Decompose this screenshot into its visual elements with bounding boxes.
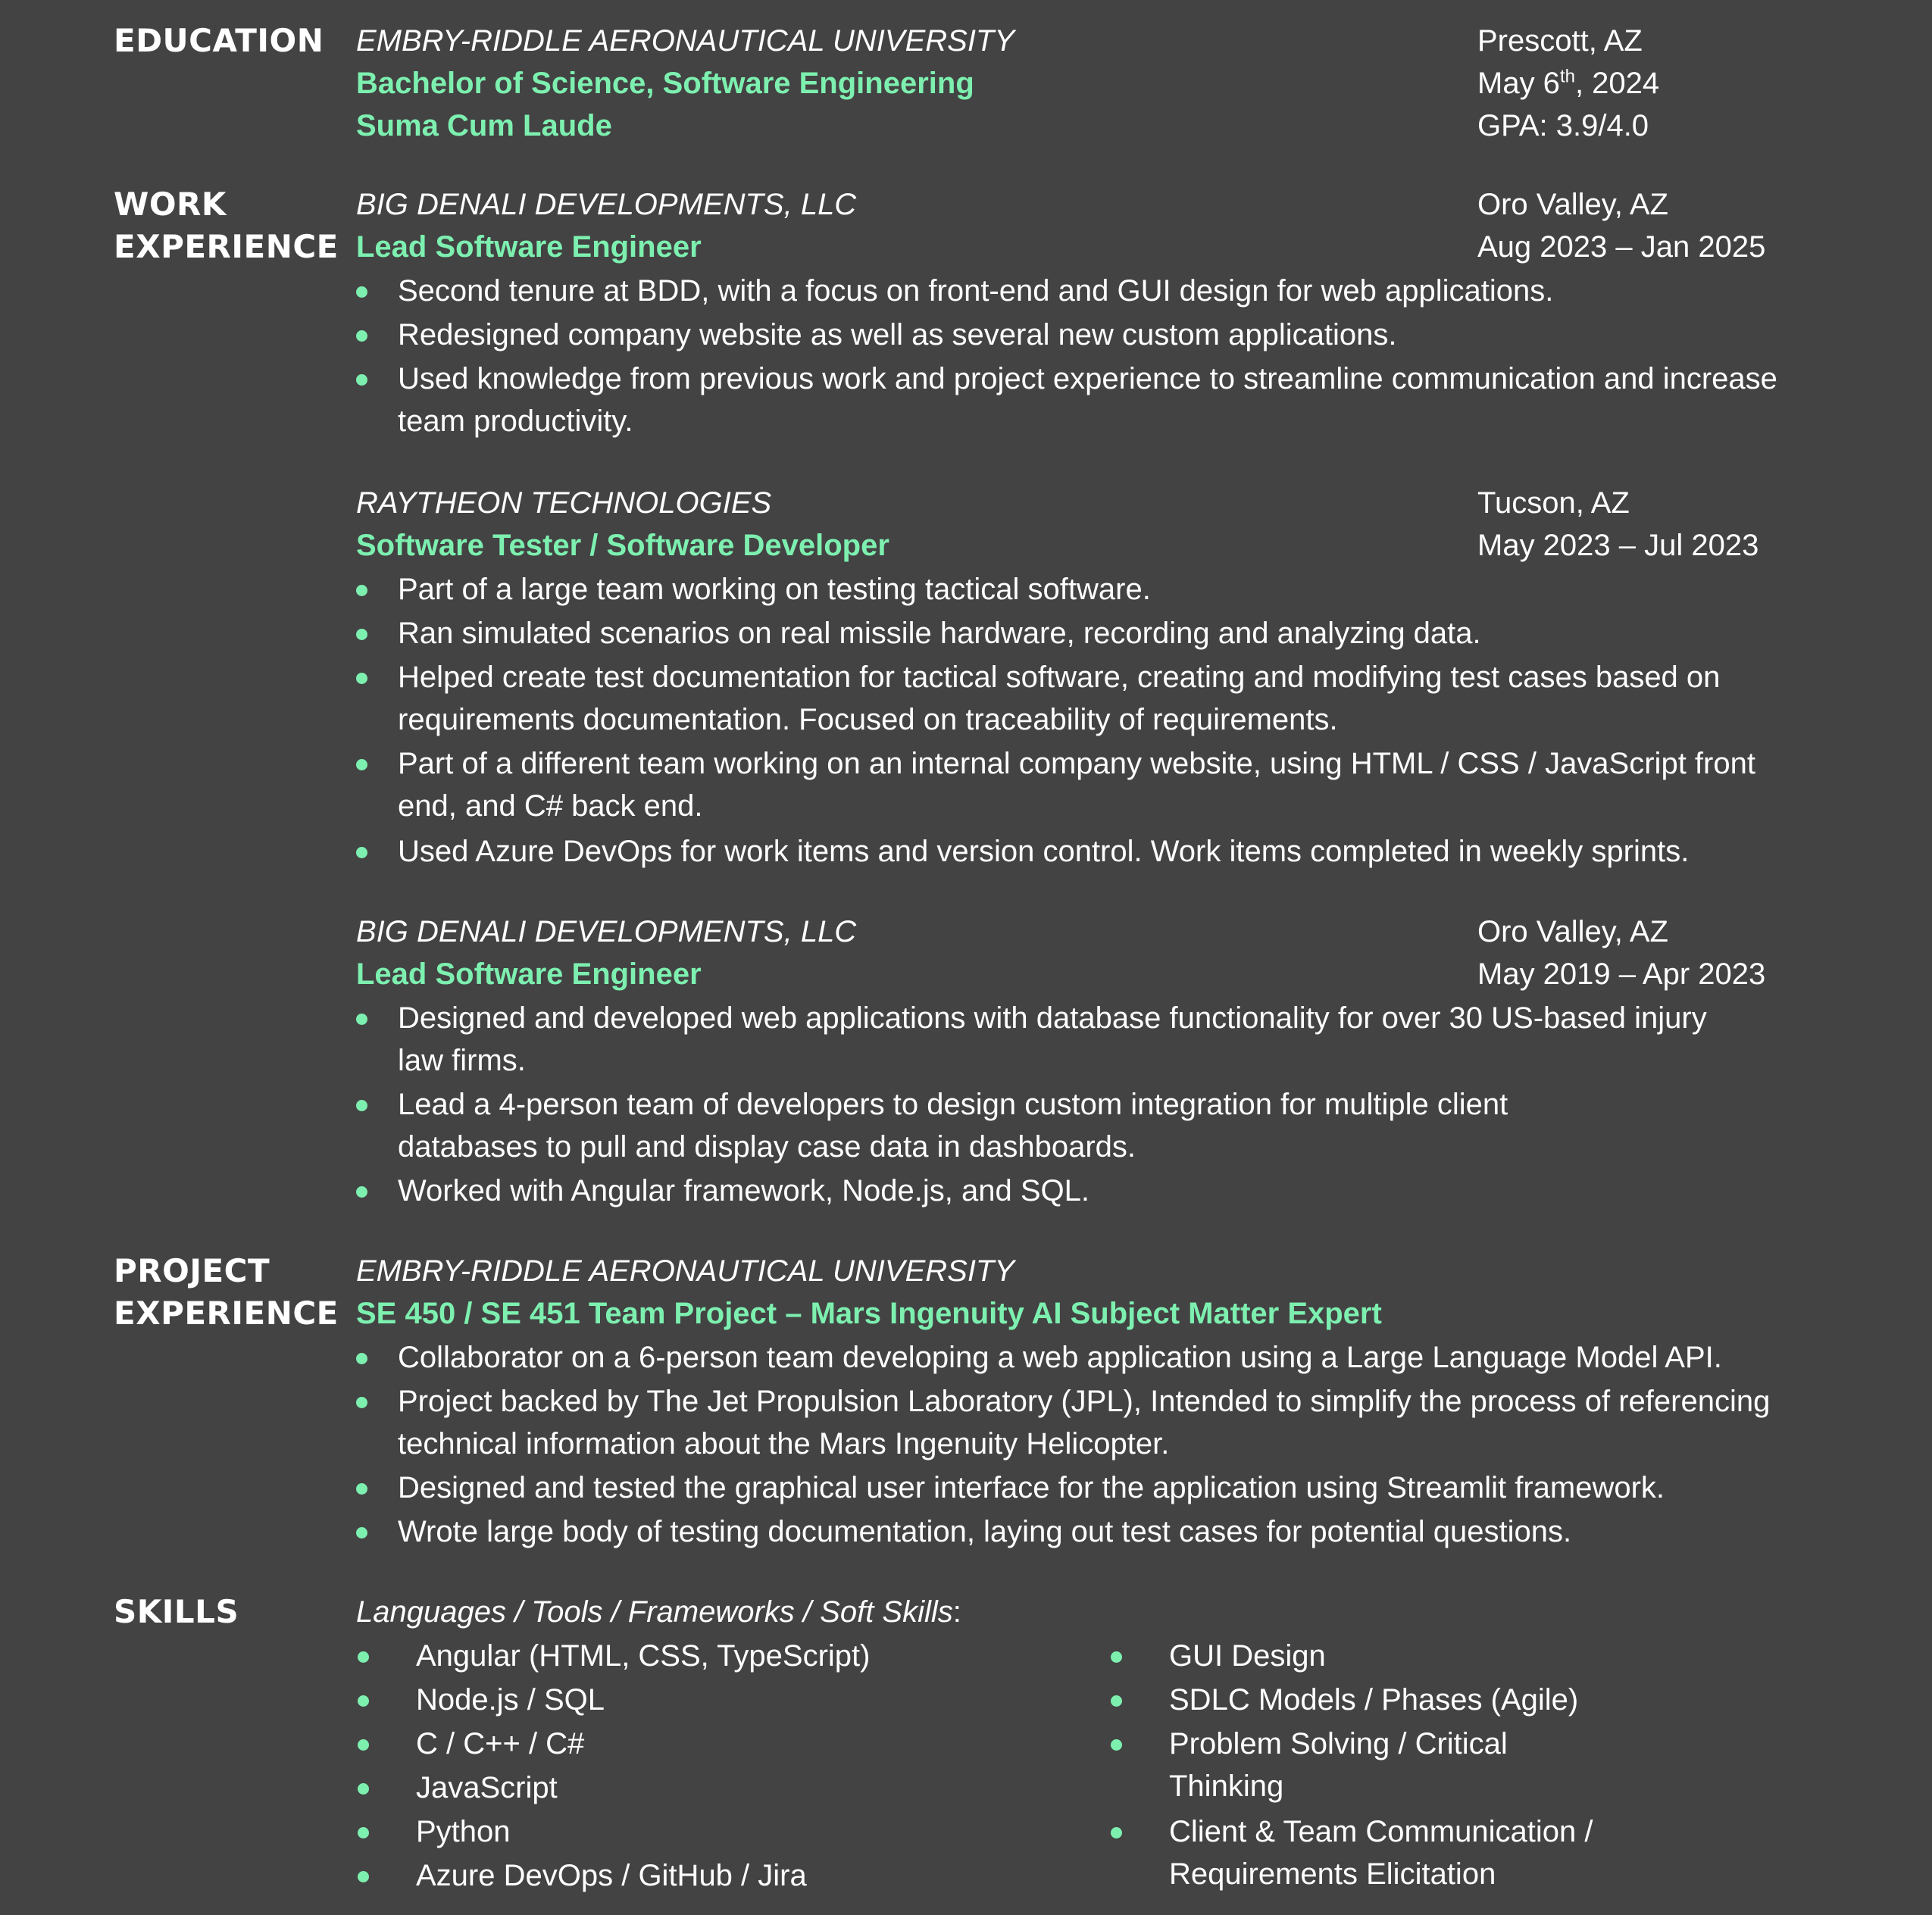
skill-text: SDLC Models / Phases (Agile) [1169, 1683, 1579, 1717]
bullet-dot-icon [358, 1739, 369, 1751]
bullet-text: Lead a 4-person team of developers to design custom integration for multiple client databases to pull and display case data in dashboards. [398, 1088, 1508, 1164]
bullet-dot-icon [356, 759, 367, 770]
skill-item [358, 1854, 1039, 1897]
bullet-dot-icon [358, 1871, 369, 1882]
bullet-text: Part of a different team working on an internal company website, using HTML / CSS / JavaScript front end, and C# back end. [398, 747, 1755, 823]
bullet-text: Second tenure at BDD, with a focus on front-end and GUI design for web applications. [398, 274, 1554, 308]
skills-heading [356, 1591, 961, 1633]
skill-item [1111, 1810, 1596, 1895]
job-bullet [356, 742, 1841, 827]
bullet-dot-icon [1111, 1827, 1122, 1838]
work-section-label-line2: EXPERIENCE [114, 228, 339, 265]
skill-text: Azure DevOps / GitHub / Jira [416, 1859, 807, 1892]
job-bullet [356, 1170, 1841, 1212]
skill-item [1111, 1723, 1535, 1807]
project-bullet [356, 1467, 1841, 1509]
skill-item [358, 1679, 1039, 1721]
project-section-label-line2: EXPERIENCE [114, 1295, 339, 1332]
education-honor: Suma Cum Laude [356, 109, 612, 142]
job-bullet [356, 568, 1841, 611]
bullet-dot-icon [356, 629, 367, 640]
job-dates: May 2023 – Jul 2023 [1477, 529, 1759, 562]
skill-text: JavaScript [416, 1771, 558, 1804]
bullet-dot-icon [356, 585, 367, 596]
bullet-dot-icon [356, 1483, 367, 1495]
bullet-text: Worked with Angular framework, Node.js, and SQL. [398, 1174, 1090, 1207]
job-bullet [356, 612, 1841, 654]
job-company: BIG DENALI DEVELOPMENTS, LLC [356, 188, 857, 221]
bullet-text: Used Azure DevOps for work items and version control. Work items completed in weekly sprints. [398, 835, 1690, 868]
bullet-dot-icon [358, 1695, 369, 1707]
bullet-dot-icon [356, 1100, 367, 1111]
project-bullet [356, 1336, 1841, 1379]
job-location: Oro Valley, AZ [1477, 188, 1668, 221]
job-bullet [356, 656, 1841, 741]
education-location: Prescott, AZ [1477, 24, 1643, 58]
bullet-dot-icon [356, 1527, 367, 1539]
skill-text: GUI Design [1169, 1639, 1326, 1673]
bullet-dot-icon [356, 1186, 367, 1198]
education-gpa: GPA: 3.9/4.0 [1477, 109, 1649, 142]
education-section-label: EDUCATION [114, 22, 324, 59]
bullet-dot-icon [1111, 1695, 1122, 1707]
skill-text: Angular (HTML, CSS, TypeScript) [416, 1639, 871, 1673]
project-title: SE 450 / SE 451 Team Project – Mars Ingenuity AI Subject Matter Expert [356, 1297, 1382, 1330]
bullet-text: Designed and developed web applications with database functionality for over 30 US-based injury law firms. [398, 1001, 1707, 1077]
bullet-text: Redesigned company website as well as several new custom applications. [398, 318, 1397, 351]
job-dates: May 2019 – Apr 2023 [1477, 958, 1766, 991]
bullet-dot-icon [356, 1014, 367, 1025]
education-school: EMBRY-RIDDLE AERONAUTICAL UNIVERSITY [356, 24, 1015, 58]
skill-item [358, 1723, 1039, 1765]
project-org: EMBRY-RIDDLE AERONAUTICAL UNIVERSITY [356, 1254, 1015, 1288]
bullet-dot-icon [358, 1827, 369, 1838]
project-bullet [356, 1380, 1841, 1465]
bullet-dot-icon [356, 1397, 367, 1408]
bullet-dot-icon [356, 374, 367, 386]
skill-item [358, 1810, 1039, 1853]
job-bullet [356, 1083, 1841, 1168]
skill-text: Problem Solving / Critical Thinking [1169, 1727, 1508, 1803]
bullet-text: Collaborator on a 6-person team developing a web application using a Large Language Model API. [398, 1341, 1722, 1374]
bullet-text: Wrote large body of testing documentation, laying out test cases for potential questions. [398, 1515, 1572, 1548]
bullet-dot-icon [356, 847, 367, 858]
project-bullet [356, 1510, 1841, 1553]
education-date-tail: , 2024 [1574, 67, 1660, 100]
skill-text: Python [416, 1815, 511, 1848]
skill-text: C / C++ / C# [416, 1727, 585, 1760]
skill-item [358, 1767, 1039, 1809]
skills-heading-text: Languages / Tools / Frameworks / Soft Skills [356, 1595, 953, 1629]
project-section-label-line1: PROJECT [114, 1252, 270, 1289]
bullet-text: Project backed by The Jet Propulsion Laboratory (JPL), Intended to simplify the process of referencing technical information about the Mars Ingenuity Helicopter. [398, 1385, 1771, 1460]
bullet-dot-icon [356, 286, 367, 298]
education-date-main: May 6 [1477, 67, 1560, 100]
bullet-dot-icon [358, 1651, 369, 1663]
bullet-text: Helped create test documentation for tactical software, creating and modifying test cases based on requirements documentation. Focused on traceability of requirements. [398, 661, 1721, 736]
job-location: Tucson, AZ [1477, 486, 1630, 520]
job-company: RAYTHEON TECHNOLOGIES [356, 486, 772, 520]
job-title: Lead Software Engineer [356, 958, 702, 991]
skill-item [1111, 1679, 1641, 1721]
education-date-sup: th [1559, 66, 1575, 87]
job-bullet [356, 358, 1841, 442]
job-bullet [356, 270, 1841, 312]
bullet-text: Ran simulated scenarios on real missile hardware, recording and analyzing data. [398, 617, 1481, 650]
education-degree: Bachelor of Science, Software Engineering [356, 67, 974, 100]
bullet-text: Part of a large team working on testing tactical software. [398, 573, 1151, 606]
work-section-label-line1: WORK [114, 186, 227, 223]
job-bullet [356, 314, 1841, 356]
bullet-dot-icon [1111, 1739, 1122, 1751]
job-title: Lead Software Engineer [356, 230, 702, 264]
skill-text: Client & Team Communication / Requirements Elicitation [1169, 1815, 1593, 1891]
bullet-dot-icon [356, 1353, 367, 1364]
bullet-dot-icon [358, 1783, 369, 1795]
bullet-dot-icon [356, 330, 367, 342]
skill-item [1111, 1635, 1641, 1677]
job-company: BIG DENALI DEVELOPMENTS, LLC [356, 915, 857, 948]
job-bullet [356, 997, 1841, 1082]
job-dates: Aug 2023 – Jan 2025 [1477, 230, 1766, 264]
skill-text: Node.js / SQL [416, 1683, 605, 1717]
skills-section-label: SKILLS [114, 1593, 239, 1630]
skills-heading-colon: : [952, 1595, 961, 1629]
education-date [1477, 62, 1659, 105]
job-bullet [356, 830, 1841, 873]
bullet-text: Designed and tested the graphical user interface for the application using Streamlit framework. [398, 1471, 1665, 1504]
job-title: Software Tester / Software Developer [356, 529, 889, 562]
skill-item [358, 1635, 1039, 1677]
job-location: Oro Valley, AZ [1477, 915, 1668, 948]
bullet-dot-icon [356, 673, 367, 684]
bullet-dot-icon [1111, 1651, 1122, 1663]
bullet-text: Used knowledge from previous work and project experience to streamline communication and increase team productivity. [398, 362, 1777, 438]
